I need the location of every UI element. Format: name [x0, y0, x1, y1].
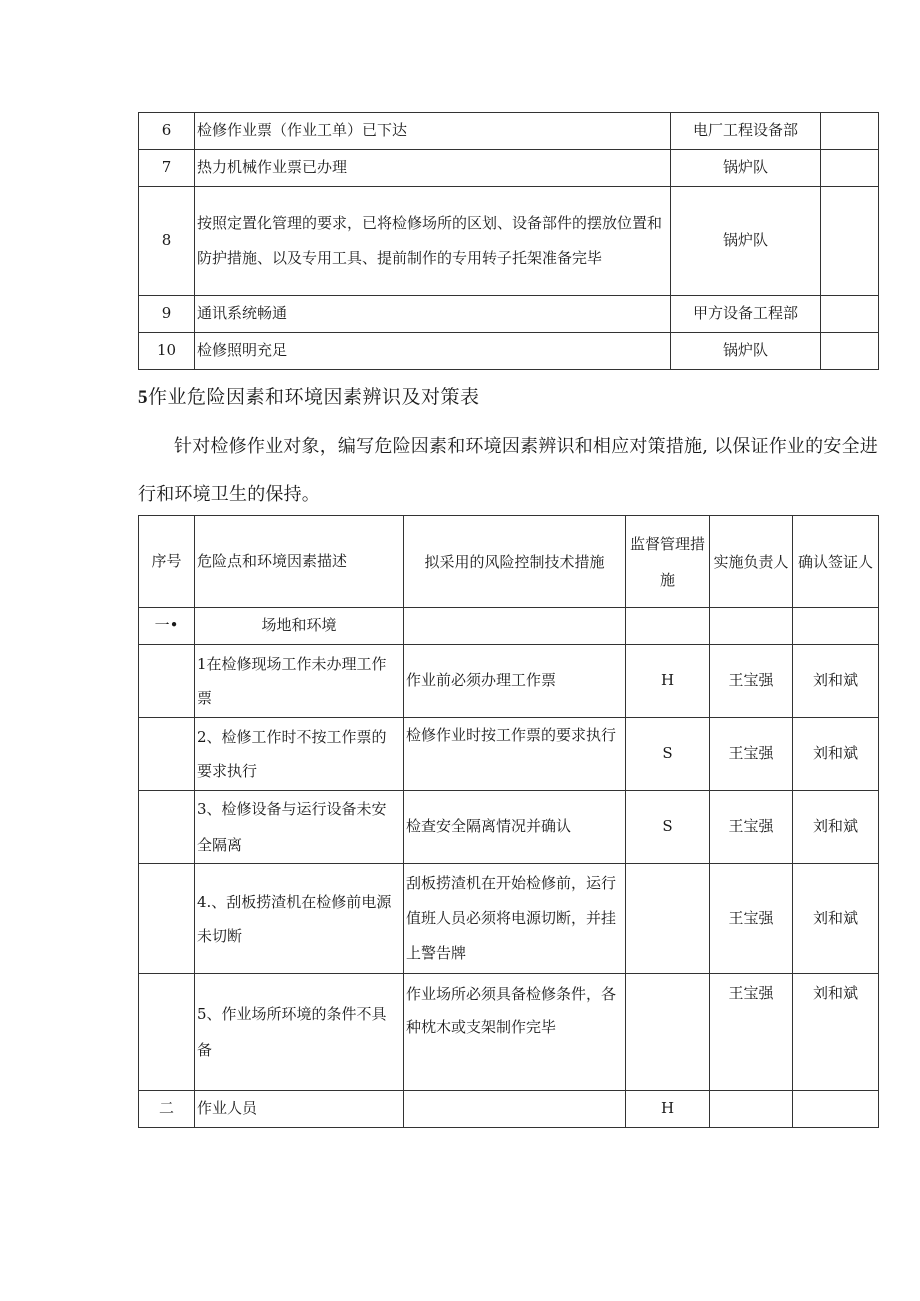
row-number: 10	[139, 333, 195, 370]
table-row	[139, 645, 879, 718]
section-heading	[138, 382, 480, 409]
hazard-desc: 1在检修现场工作未办理工作票	[195, 645, 404, 718]
control-measure: 作业场所必须具备检修条件，各种枕木或支架制作完毕	[404, 974, 626, 1091]
table-row	[139, 974, 879, 1091]
table-row	[139, 1091, 879, 1128]
check-item: 通讯系统畅通	[195, 296, 671, 333]
table-row	[139, 333, 879, 370]
responsible-person: 王宝强	[710, 974, 793, 1091]
header-supervision: 监督管理措施	[626, 516, 710, 608]
table-row	[139, 150, 879, 187]
hazard-desc: 3、检修设备与运行设备未安全隔离	[195, 791, 404, 864]
confirm-person: 刘和斌	[793, 974, 879, 1091]
confirm-person	[793, 1091, 879, 1128]
responsible-dept: 锅炉队	[671, 187, 821, 296]
confirm-person: 刘和斌	[793, 645, 879, 718]
responsible-person: 王宝强	[710, 718, 793, 791]
responsible-person	[710, 608, 793, 645]
risk-table	[138, 515, 879, 1128]
responsible-person: 王宝强	[710, 864, 793, 974]
hazard-desc: 5、作业场所环境的条件不具备	[195, 974, 404, 1091]
check-item: 检修照明充足	[195, 333, 671, 370]
confirm-person	[793, 608, 879, 645]
supervision-level: S	[626, 718, 710, 791]
row-number: 6	[139, 113, 195, 150]
row-number	[139, 791, 195, 864]
confirm-person: 刘和斌	[793, 718, 879, 791]
header-measure: 拟采用的风险控制技术措施	[404, 516, 626, 608]
row-number: 8	[139, 187, 195, 296]
responsible-person: 王宝强	[710, 791, 793, 864]
header-responsible: 实施负责人	[710, 516, 793, 608]
hazard-desc: 4.、刮板捞渣机在检修前电源未切断	[195, 864, 404, 974]
supervision-level	[626, 608, 710, 645]
supervision-level	[626, 864, 710, 974]
confirm-mark	[821, 113, 879, 150]
responsible-dept: 甲方设备工程部	[671, 296, 821, 333]
row-number	[139, 864, 195, 974]
table-row	[139, 113, 879, 150]
hazard-desc: 场地和环境	[195, 608, 404, 645]
table-row	[139, 864, 879, 974]
supervision-level: H	[626, 1091, 710, 1128]
control-measure: 检查安全隔离情况并确认	[404, 791, 626, 864]
header-confirm: 确认签证人	[793, 516, 879, 608]
check-item: 按照定置化管理的要求，已将检修场所的区划、设备部件的摆放位置和防护措施、以及专用工具、提前制作的专用转子托架准备完毕	[195, 187, 671, 296]
supervision-level: H	[626, 645, 710, 718]
row-number: 7	[139, 150, 195, 187]
row-number	[139, 645, 195, 718]
row-number: 一•	[139, 608, 195, 645]
confirm-mark	[821, 296, 879, 333]
confirm-mark	[821, 187, 879, 296]
table-row	[139, 718, 879, 791]
table-header-row	[139, 516, 879, 608]
confirm-mark	[821, 333, 879, 370]
hazard-desc: 作业人员	[195, 1091, 404, 1128]
confirm-person: 刘和斌	[793, 864, 879, 974]
control-measure: 检修作业时按工作票的要求执行	[404, 718, 626, 791]
control-measure: 作业前必须办理工作票	[404, 645, 626, 718]
check-item: 检修作业票（作业工单）已下达	[195, 113, 671, 150]
responsible-dept: 锅炉队	[671, 333, 821, 370]
control-measure	[404, 608, 626, 645]
control-measure	[404, 1091, 626, 1128]
section-paragraph: 针对检修作业对象，编写危险因素和环境因素辨识和相应对策措施, 以保证作业的安全进行和环境卫生的保持。	[138, 436, 878, 505]
table-row	[139, 296, 879, 333]
table-row	[139, 187, 879, 296]
table-row	[139, 608, 879, 645]
row-number	[139, 974, 195, 1091]
responsible-dept: 电厂工程设备部	[671, 113, 821, 150]
checklist-table	[138, 112, 879, 370]
header-desc: 危险点和环境因素描述	[195, 516, 404, 608]
section-title: 作业危险因素和环境因素辨识及对策表	[148, 386, 480, 408]
section-number: 5	[138, 387, 148, 408]
check-item: 热力机械作业票已办理	[195, 150, 671, 187]
header-no: 序号	[139, 516, 195, 608]
supervision-level	[626, 974, 710, 1091]
row-number: 二	[139, 1091, 195, 1128]
responsible-dept: 锅炉队	[671, 150, 821, 187]
responsible-person	[710, 1091, 793, 1128]
confirm-person: 刘和斌	[793, 791, 879, 864]
responsible-person: 王宝强	[710, 645, 793, 718]
row-number: 9	[139, 296, 195, 333]
row-number	[139, 718, 195, 791]
confirm-mark	[821, 150, 879, 187]
table-row	[139, 791, 879, 864]
hazard-desc: 2、检修工作时不按工作票的要求执行	[195, 718, 404, 791]
supervision-level: S	[626, 791, 710, 864]
control-measure: 刮板捞渣机在开始检修前，运行值班人员必须将电源切断，并挂上警告牌	[404, 864, 626, 974]
